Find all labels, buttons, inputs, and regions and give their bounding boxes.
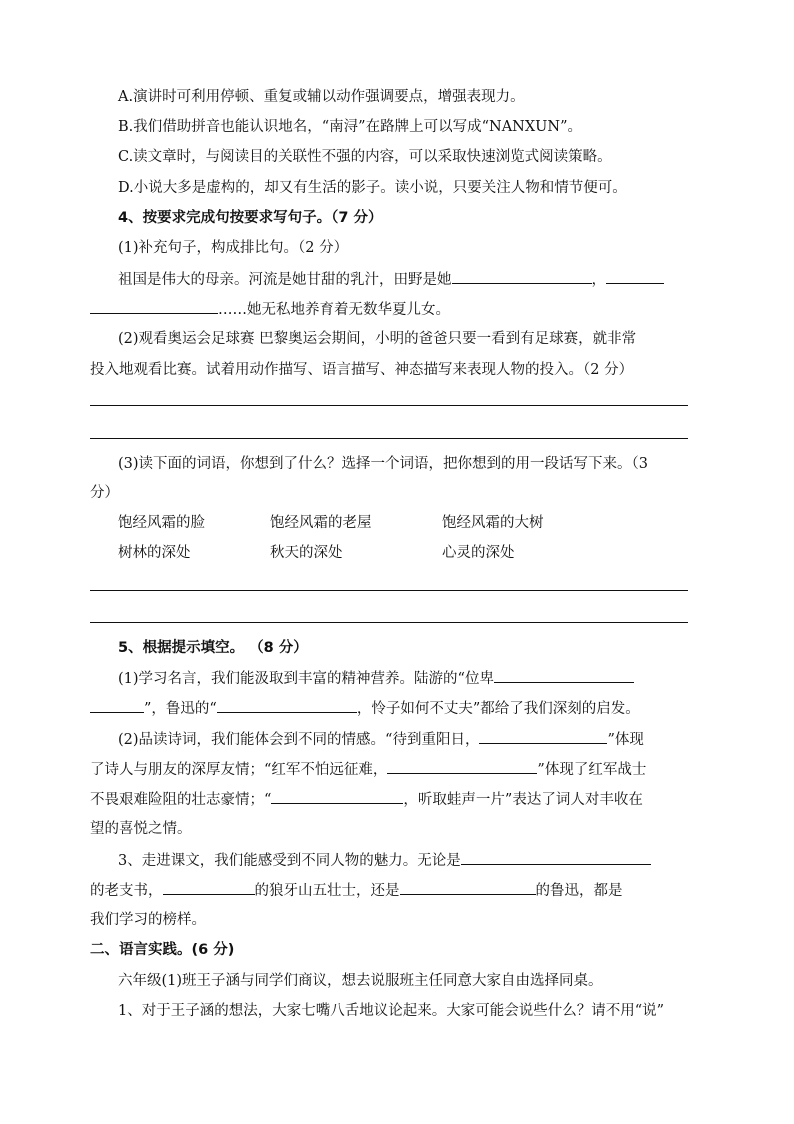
option-c: C.读文章时，与阅读目的关联性不强的内容，可以采取快速浏览式阅读策略。 [118,149,612,165]
word-option: 树林的深处 [118,545,191,561]
q5-s3-text-a: 3、走进课文，我们能感受到不同人物的魅力。无论是 [118,853,461,869]
q5-blank-9[interactable] [400,880,536,895]
q5-s2-text-f: ，听取蛙声一片”表达了词人对丰收在 [403,792,643,808]
q5-s3-text-c: 的狼牙山五壮士，还是 [254,883,400,899]
q4-title: 4、按要求完成句按要求写句子。（7 分） [118,210,383,226]
q4-part1-text-a: 祖国是伟大的母亲。河流是她甘甜的乳汁，田野是她 [118,272,452,288]
q5-s1-line2 [90,698,690,719]
q4-part1-line1 [118,269,718,290]
q4-part1-text-c: ……她无私地养育着无数华夏儿女。 [218,302,450,318]
word-option: 饱经风霜的老屋 [270,515,372,531]
q4-blank-3[interactable] [90,299,218,314]
q5-s2-text-b: ”体现 [607,732,644,748]
word-option: 心灵的深处 [442,545,515,561]
q4-part1-label: (1)补充句子，构成排比句。（2 分） [118,240,349,256]
word-option: 秋天的深处 [270,545,343,561]
q5-blank-3[interactable] [217,698,357,713]
q4-part1-text-b: ， [591,272,606,288]
q5-s1-text-a: (1)学习名言，我们能汲取到丰富的精神营养。陆游的“位卑 [118,671,494,687]
q4-part3-line1: (3)读下面的词语，你想到了什么？选择一个词语，把你想到的用一段话写下来。（3 [118,456,649,472]
q5-s3-text-d: 的鲁迅，都是 [535,883,623,899]
section2-q1: 1、对于王子涵的想法，大家七嘴八舌地议论起来。大家可能会说些什么？请不用“说” [118,1003,665,1019]
section2-intro: 六年级(1)班王子涵与同学们商议，想去说服班主任同意大家自由选择同桌。 [118,973,603,989]
q5-blank-4[interactable] [479,729,607,744]
option-d: D.小说大多是虚构的，却又有生活的影子。读小说，只要关注人物和情节便可。 [118,180,627,196]
word-option: 饱经风霜的大树 [442,515,544,531]
q4-part2-line2: 投入地观看比赛。试着用动作描写、语言描写、神态描写来表现人物的投入。（2 分） [90,362,634,378]
q5-s1-text-c: ，怜子如何不丈夫”都给了我们深刻的启发。 [356,701,640,717]
q4-part1-line2 [90,299,690,320]
q5-blank-1[interactable] [494,668,634,683]
q5-s3-line1 [118,850,718,871]
q5-s2-text-d: ”体现了红军战士 [537,762,647,778]
q5-s1-line1 [118,668,718,689]
word-option: 饱经风霜的脸 [118,515,205,531]
answer-line[interactable] [90,438,688,439]
q4-blank-2[interactable] [606,269,664,284]
answer-line[interactable] [90,590,688,591]
q5-s2-text-a: (2)品读诗词，我们能体会到不同的情感。“待到重阳日， [118,732,480,748]
q4-part3-line2: 分） [90,485,119,501]
q4-part2-line1: (2)观看奥运会足球赛 巴黎奥运会期间，小明的爸爸只要一看到有足球赛，就非常 [118,331,637,347]
q5-blank-7[interactable] [461,850,651,865]
q5-blank-5[interactable] [387,759,537,774]
q5-s2-text-c: 了诗人与朋友的深厚友情；“红军不怕远征难， [90,762,388,778]
q5-s2-text-e: 不畏艰难险阻的壮志豪情；“ [90,792,272,808]
q5-s3-line2 [90,880,690,901]
answer-line[interactable] [90,405,688,406]
q5-blank-8[interactable] [163,880,255,895]
q5-blank-6[interactable] [271,789,403,804]
q5-blank-2[interactable] [90,698,144,713]
q5-s3-text-b: 的老支书， [90,883,163,899]
answer-line[interactable] [90,622,688,623]
q5-title: 5、根据提示填空。 （8 分） [118,640,308,656]
q5-s2-line4: 望的喜悦之情。 [90,821,192,837]
section2-title: 二、语言实践。(6 分) [90,942,235,958]
q5-s1-text-b: ”，鲁迅的“ [144,701,217,717]
q5-s2-line2 [90,759,690,780]
q5-s2-line1 [118,729,718,750]
q4-blank-1[interactable] [452,269,592,284]
q5-s3-line3: 我们学习的榜样。 [90,912,206,928]
option-b: B.我们借助拼音也能认识地名，“南浔”在路牌上可以写成“NANXUN”。 [118,119,582,135]
option-a: A.演讲时可利用停顿、重复或辅以动作强调要点，增强表现力。 [118,89,525,105]
q5-s2-line3 [90,789,690,810]
